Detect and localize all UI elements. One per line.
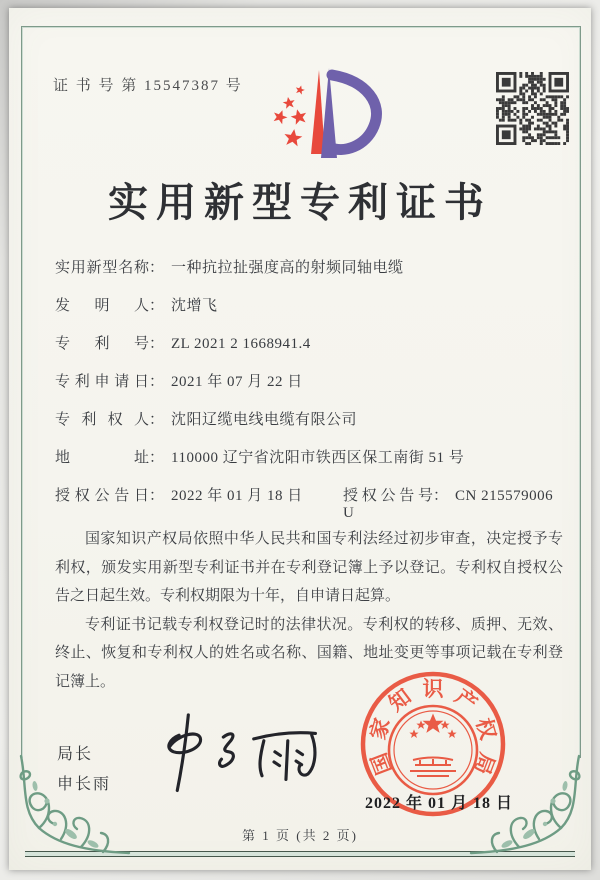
legal-paragraph-1: 国家知识产权局依照中华人民共和国专利法经过初步审查，决定授予专利权，颁发实用新型专利证书并在专利登记簿上予以登记。专利权自授权公告之日起生效。专利权期限为十年，自申请日起算。: [55, 531, 563, 604]
field-value: 2021 年 07 月 22 日: [171, 374, 303, 390]
field-row-patent-number: [55, 332, 565, 354]
seal-date: 2022 年 01 月 18 日: [365, 795, 514, 812]
floral-ornament-icon: [13, 754, 131, 862]
field-colon: ：: [149, 336, 165, 352]
field-label: 专利号: [55, 336, 149, 352]
field-label: 地址: [55, 450, 149, 466]
field-row-address: [55, 446, 565, 468]
field-colon: ：: [149, 374, 165, 390]
seal-char: 识: [422, 677, 444, 701]
page-number: 第 1 页 (共 2 页): [242, 828, 358, 843]
qr-code: [496, 72, 569, 145]
field-row-grant-date: [55, 484, 565, 521]
field-label: 专利权人: [55, 412, 149, 428]
legal-paragraph-2: 专利证书记载专利权登记时的法律状况。专利权的转移、质押、无效、终止、恢复和专利权人的姓名或名称、国籍、地址变更等事项记载在专利登记簿上。: [55, 616, 563, 690]
field-label: 授权公告日: [55, 488, 149, 504]
field-value: CN 215579006 U: [343, 488, 554, 521]
cnipa-logo-icon: [255, 64, 385, 166]
national-emblem-icon: [389, 706, 477, 794]
field-row-filing-date: [55, 370, 565, 392]
field-grant-number: [343, 484, 565, 522]
field-label: 发明人: [55, 298, 149, 314]
field-value: 沈阳辽缆电线电缆有限公司: [171, 412, 358, 428]
field-label: 实用新型名称: [55, 260, 149, 276]
field-row-utility-name: [55, 256, 565, 278]
field-value: ZL 2021 2 1668941.4: [171, 336, 311, 352]
seal-char: 局: [469, 749, 500, 778]
certificate-title: 实用新型专利证书: [108, 180, 492, 225]
field-colon: ：: [149, 488, 165, 504]
certificate-number: 证 书 号 第 15547387 号: [53, 78, 243, 94]
logo-stars: [271, 84, 308, 147]
logo-p-bowl: [329, 75, 376, 149]
field-value: 110000 辽宁省沈阳市铁西区保工南街 51 号: [171, 450, 465, 466]
director-signature: [157, 708, 332, 803]
field-label: 授权公告号: [343, 488, 433, 504]
field-value: 一种抗拉扯强度高的射频同轴电缆: [171, 260, 404, 276]
seal-char: 国: [366, 749, 397, 778]
field-value: 沈增飞: [171, 298, 218, 314]
field-colon: ：: [149, 450, 165, 466]
signer-name: 申长雨: [57, 776, 112, 793]
field-row-inventor: [55, 294, 565, 316]
field-value: 2022 年 01 月 18 日: [171, 488, 303, 504]
field-colon: ：: [149, 298, 165, 314]
seal-char: 产: [450, 684, 482, 716]
field-label: 专利申请日: [55, 374, 149, 390]
signer-title: 局长: [57, 746, 94, 763]
seal-char: 知: [384, 684, 416, 716]
field-colon: ：: [149, 412, 165, 428]
field-row-patentee: [55, 408, 565, 430]
certificate-paper: [9, 8, 591, 870]
seal-char: 权: [471, 715, 501, 743]
field-colon: ：: [433, 488, 449, 504]
field-colon: ：: [149, 260, 165, 276]
seal-char: 家: [365, 715, 395, 743]
